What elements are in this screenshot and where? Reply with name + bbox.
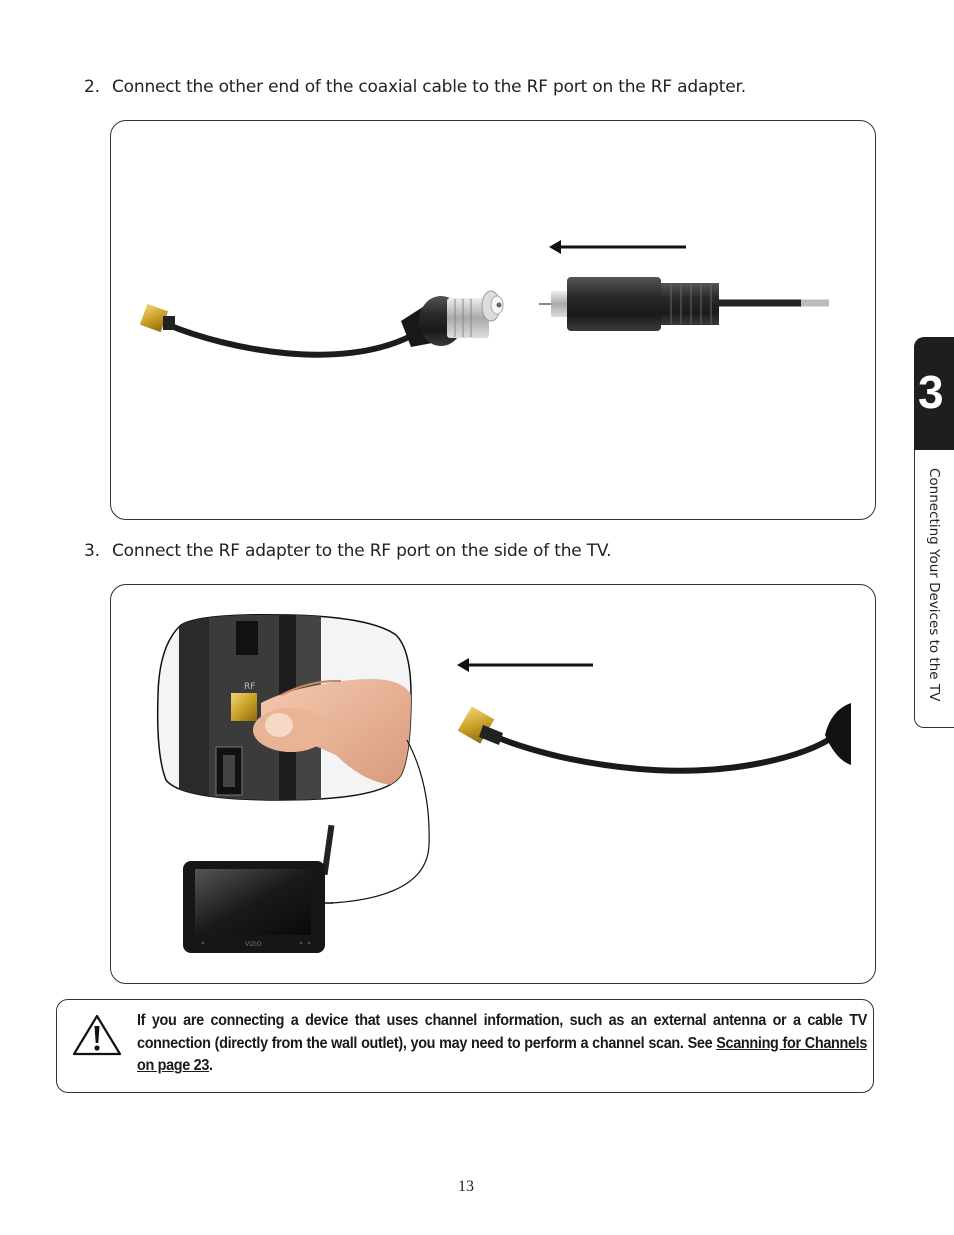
step-2-text: Connect the other end of the coaxial cable to the RF port on the RF adapter. [112, 77, 746, 97]
arrow-left-icon [457, 658, 593, 672]
warning-text-end: . [209, 1057, 213, 1074]
tv-side-closeup [158, 615, 411, 805]
step-3-number: 3. [84, 541, 100, 561]
adapter-tv-illustration [111, 585, 875, 983]
tv-device [183, 825, 334, 953]
warning-text [137, 1010, 867, 1078]
arrow-left-icon [549, 240, 686, 254]
chapter-tab [914, 337, 954, 450]
scanning-channels-link[interactable]: Scanning for Channels on page 23 [137, 1034, 868, 1074]
step-2 [84, 77, 746, 97]
cable-adapter-illustration [111, 121, 875, 519]
tv-brand-label: VIZIO [245, 941, 262, 948]
chapter-title-tab [914, 450, 954, 728]
step-2-number: 2. [84, 77, 100, 97]
chapter-title: Connecting Your Devices to the TV [926, 468, 942, 702]
step-3-text: Connect the RF adapter to the RF port on the side of the TV. [112, 541, 612, 561]
figure-adapter-to-tv [110, 584, 876, 984]
warning-text-body: If you are connecting a device that uses channel information, such as an external antenna or a cable TV connection (directly from the wall outlet), you may need to perform a channel scan. See [137, 1012, 868, 1052]
rf-port-label: RF [244, 682, 256, 692]
warning-icon [71, 1012, 123, 1058]
coaxial-cable-plug [539, 277, 829, 331]
figure-cable-to-adapter [110, 120, 876, 520]
chapter-number: 3 [918, 366, 944, 418]
page-number: 13 [458, 1178, 474, 1195]
rf-adapter-cable [140, 291, 503, 355]
step-3 [84, 541, 611, 561]
warning-note [56, 999, 874, 1093]
rf-adapter-cable [458, 703, 851, 771]
